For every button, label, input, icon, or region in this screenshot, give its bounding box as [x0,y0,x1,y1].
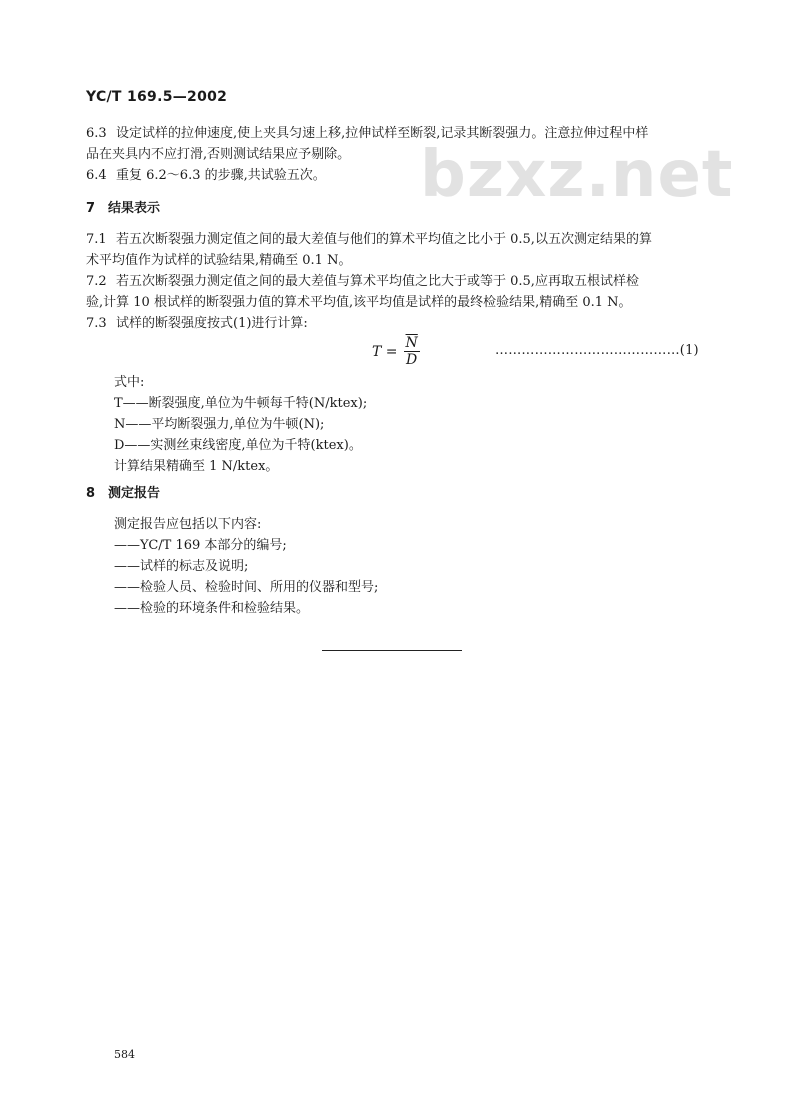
clause-7-3 [86,314,308,334]
formula-fraction [404,335,420,368]
report-item: ——试样的标志及说明; [114,559,249,574]
section-8-heading [86,484,160,504]
report-item: ——YC/T 169 本部分的编号; [114,538,287,553]
where-label: 式中: [114,375,145,390]
clause-6-3 [86,124,648,144]
definition-T: T——断裂强度,单位为牛顿每千特(N/ktex); [114,396,368,411]
report-intro: 测定报告应包括以下内容: [114,517,262,532]
formula-1 [372,335,420,368]
section-title: 结果表示 [108,201,161,216]
clause-number: 6.4 [86,168,107,183]
clause-number: 6.3 [86,126,107,141]
watermark: bzxz.net [420,138,734,212]
clause-text: 若五次断裂强力测定值之间的最大差值与他们的算术平均值之比小于 0.5,以五次测定结果的算 [116,232,652,247]
clause-6-3-cont: 品在夹具内不应打滑,否则测试结果应予剔除。 [86,147,351,162]
definition-D: D——实测丝束线密度,单位为千特(ktex)。 [114,438,362,453]
clause-text: 若五次断裂强力测定值之间的最大差值与算术平均值之比大于或等于 0.5,应再取五根试样检 [116,274,639,289]
standard-header: YC/T 169.5—2002 [86,89,228,105]
formula-numerator: $\overline{N}$ [405,335,418,351]
formula-denominator: D [406,352,418,368]
clause-number: 7.2 [86,274,107,289]
clause-text: 试样的断裂强度按式(1)进行计算: [116,316,308,331]
clause-7-2 [86,272,639,292]
clause-text: 重复 6.2～6.3 的步骤,共试验五次。 [116,168,326,183]
clause-7-1-cont: 术平均值作为试样的试验结果,精确至 0.1 N。 [86,253,352,268]
formula-number: ……………………………………(1) [495,343,699,358]
report-item: ——检验的环境条件和检验结果。 [114,601,310,616]
precision-note: 计算结果精确至 1 N/ktex。 [114,459,279,474]
formula-lhs: T = [372,343,398,360]
section-7-heading [86,199,160,219]
clause-7-1 [86,230,652,250]
section-number: 8 [86,486,96,501]
clause-6-4 [86,166,326,186]
report-item: ——检验人员、检验时间、所用的仪器和型号; [114,580,379,595]
clause-7-2-cont: 验,计算 10 根试样的断裂强力值的算术平均值,该平均值是试样的最终检验结果,精确至 0.1 N。 [86,295,632,310]
section-number: 7 [86,201,96,216]
section-title: 测定报告 [108,486,161,501]
definition-N: N——平均断裂强力,单位为牛顿(N); [114,417,325,432]
clause-text: 设定试样的拉伸速度,使上夹具匀速上移,拉伸试样至断裂,记录其断裂强力。注意拉伸过程中样 [116,126,649,141]
clause-number: 7.3 [86,316,107,331]
page-number: 584 [114,1048,135,1061]
end-rule [322,650,462,651]
clause-number: 7.1 [86,232,107,247]
